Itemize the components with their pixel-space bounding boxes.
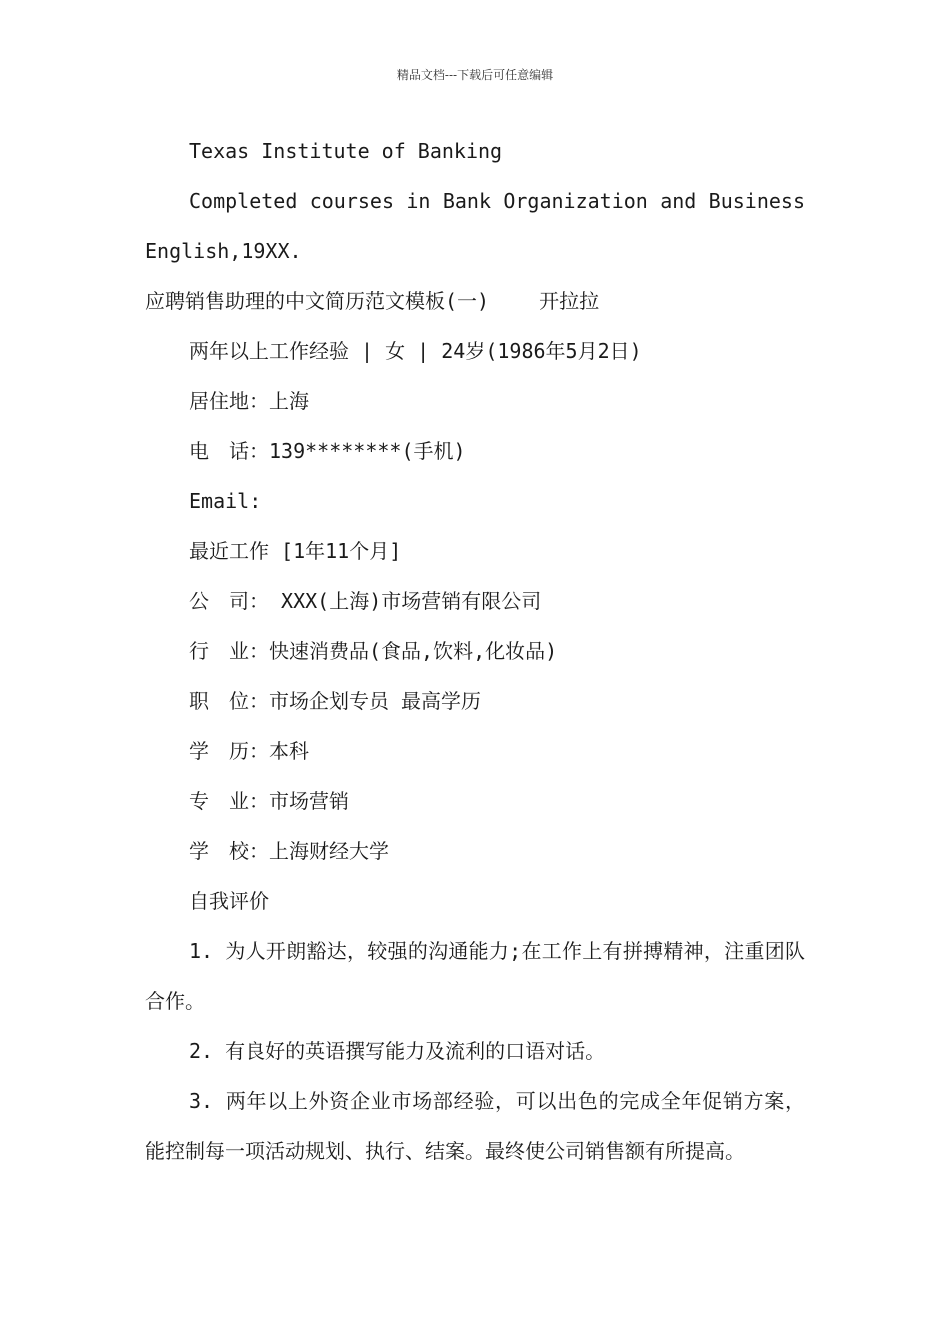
resume-title-author: 开拉拉: [539, 289, 600, 313]
industry-line: 行 业：快速消费品(食品,饮料,化妆品): [189, 639, 558, 663]
evaluation-item-2: 2. 有良好的英语撰写能力及流利的口语对话。: [189, 1039, 606, 1063]
recent-work-line: 最近工作 [1年11个月]: [189, 539, 402, 563]
email-line: Email:: [189, 489, 262, 513]
position-line: 职 位：市场企划专员 最高学历: [189, 689, 482, 713]
resume-title-text: 应聘销售助理的中文简历范文模板(一): [145, 289, 490, 313]
page-header: 精品文档---下载后可任意编辑: [396, 68, 554, 82]
major-line: 专 业：市场营销: [189, 789, 349, 813]
residence-line: 居住地：上海: [189, 389, 309, 413]
institute-line: Texas Institute of Banking: [189, 139, 503, 163]
summary-line: 两年以上工作经验 | 女 | 24岁(1986年5月2日): [189, 339, 642, 363]
company-line: 公 司： XXX(上海)市场营销有限公司: [189, 589, 542, 613]
school-line: 学 校：上海财经大学: [189, 839, 389, 863]
self-evaluation-heading: 自我评价: [189, 889, 269, 913]
resume-title: [145, 276, 805, 326]
document-body: [145, 126, 805, 1176]
education-line: 学 历：本科: [189, 739, 309, 763]
evaluation-item-1: 1. 为人开朗豁达，较强的沟通能力;在工作上有拼搏精神，注重团队合作。: [145, 939, 805, 1013]
evaluation-item-3: 3. 两年以上外资企业市场部经验，可以出色的完成全年促销方案，能控制每一项活动规划、执行、结案。最终使公司销售额有所提高。: [145, 1089, 805, 1163]
phone-line: 电 话：139********(手机): [189, 439, 466, 463]
courses-paragraph: Completed courses in Bank Organization and Business English,19XX.: [145, 189, 805, 263]
